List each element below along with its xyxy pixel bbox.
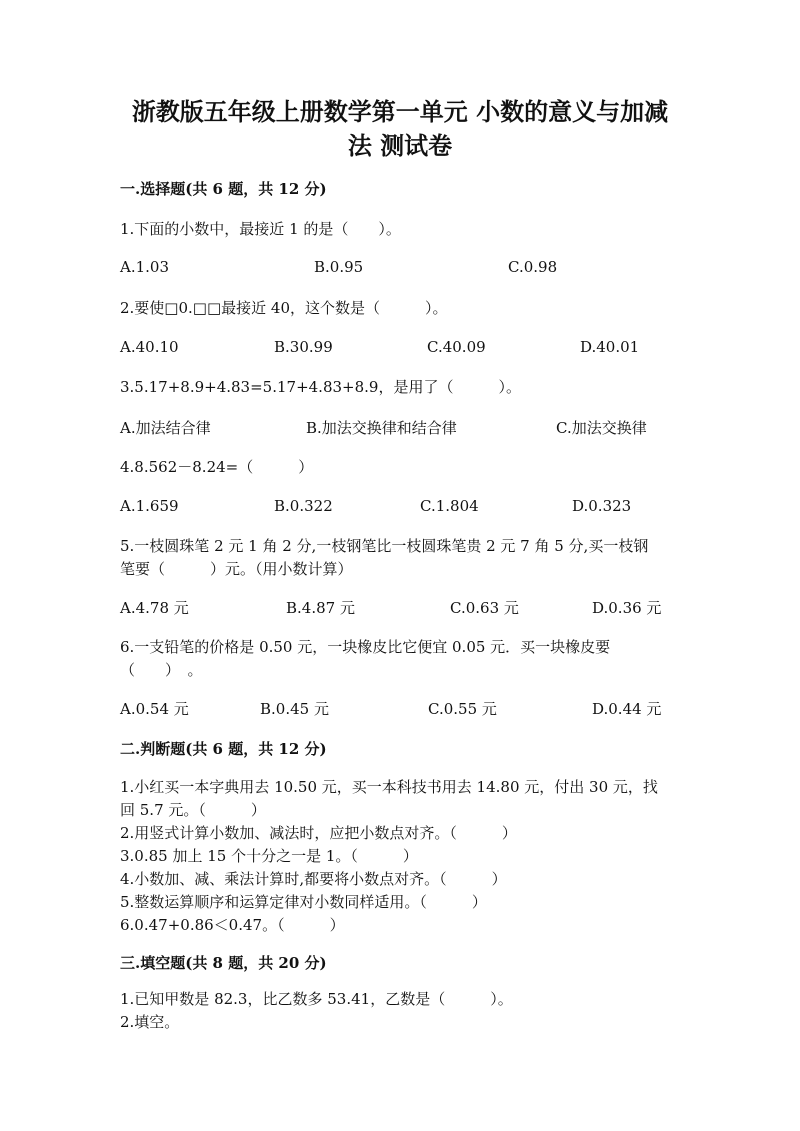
judge-item-2: 2.用竖式计算小数加、减法时，应把小数点对齐。（ ） xyxy=(120,824,517,842)
q2-option-b: B.30.99 xyxy=(274,338,333,356)
question-1-1: 1.下面的小数中，最接近 1 的是（ ）。 xyxy=(120,220,401,238)
section-3-heading: 三.填空题(共 8 题，共 20 分) xyxy=(120,954,327,972)
q2-option-d: D.40.01 xyxy=(580,338,640,356)
question-1-2: 2.要使□0.□□最接近 40，这个数是（ ）。 xyxy=(120,299,448,317)
fill-item-1: 1.已知甲数是 82.3，比乙数多 53.41，乙数是（ ）。 xyxy=(120,990,513,1008)
q5-option-c: C.0.63 元 xyxy=(450,599,519,617)
q4-option-c: C.1.804 xyxy=(420,497,479,515)
q3-option-a: A.加法结合律 xyxy=(120,419,211,437)
q3-option-b: B.加法交换律和结合律 xyxy=(306,419,457,437)
judge-item-4: 4.小数加、减、乘法计算时,都要将小数点对齐。（ ） xyxy=(120,870,507,888)
q4-option-a: A.1.659 xyxy=(120,497,179,515)
judge-item-3: 3.0.85 加上 15 个十分之一是 1。（ ） xyxy=(120,847,418,865)
judge-item-1-line-2: 回 5.7 元。（ ） xyxy=(120,801,266,819)
judge-item-1-line-1: 1.小红买一本字典用去 10.50 元，买一本科技书用去 14.80 元，付出 30 元，找 xyxy=(120,778,658,796)
judge-item-5: 5.整数运算顺序和运算定律对小数同样适用。（ ） xyxy=(120,893,487,911)
question-1-4: 4.8.562－8.24=（ ） xyxy=(120,458,314,476)
q1-option-c: C.0.98 xyxy=(508,258,558,276)
question-1-3: 3.5.17+8.9+4.83=5.17+4.83+8.9，是用了（ ）。 xyxy=(120,378,521,396)
q4-option-b: B.0.322 xyxy=(274,497,333,515)
q6-option-d: D.0.44 元 xyxy=(592,700,662,718)
q1-option-b: B.0.95 xyxy=(314,258,364,276)
q5-option-a: A.4.78 元 xyxy=(120,599,189,617)
q5-option-b: B.4.87 元 xyxy=(286,599,355,617)
title-line-2: 法 测试卷 xyxy=(347,131,453,160)
q3-option-c: C.加法交换律 xyxy=(556,419,647,437)
q6-option-b: B.0.45 元 xyxy=(260,700,329,718)
title-line-1: 浙教版五年级上册数学第一单元 小数的意义与加减 xyxy=(131,97,669,126)
section-2-heading: 二.判断题(共 6 题，共 12 分) xyxy=(120,740,327,758)
q4-option-d: D.0.323 xyxy=(572,497,632,515)
fill-item-2: 2.填空。 xyxy=(120,1013,180,1031)
q6-option-a: A.0.54 元 xyxy=(120,700,189,718)
question-1-5-line-1: 5.一枝圆珠笔 2 元 1 角 2 分,一枝钢笔比一枝圆珠笔贵 2 元 7 角 5 分,买一枝钢 xyxy=(120,537,649,555)
judge-item-6: 6.0.47+0.86＜0.47。（ ） xyxy=(120,916,345,934)
q1-option-a: A.1.03 xyxy=(120,258,169,276)
section-1-heading: 一.选择题(共 6 题，共 12 分) xyxy=(120,180,327,198)
q2-option-a: A.40.10 xyxy=(120,338,179,356)
question-1-6-line-2: （ ） 。 xyxy=(120,661,203,679)
q5-option-d: D.0.36 元 xyxy=(592,599,662,617)
question-1-6-line-1: 6.一支铅笔的价格是 0.50 元，一块橡皮比它便宜 0.05 元．买一块橡皮要 xyxy=(120,638,611,656)
q2-option-c: C.40.09 xyxy=(427,338,486,356)
q6-option-c: C.0.55 元 xyxy=(428,700,497,718)
question-1-5-line-2: 笔要（ ）元。（用小数计算） xyxy=(120,560,353,578)
